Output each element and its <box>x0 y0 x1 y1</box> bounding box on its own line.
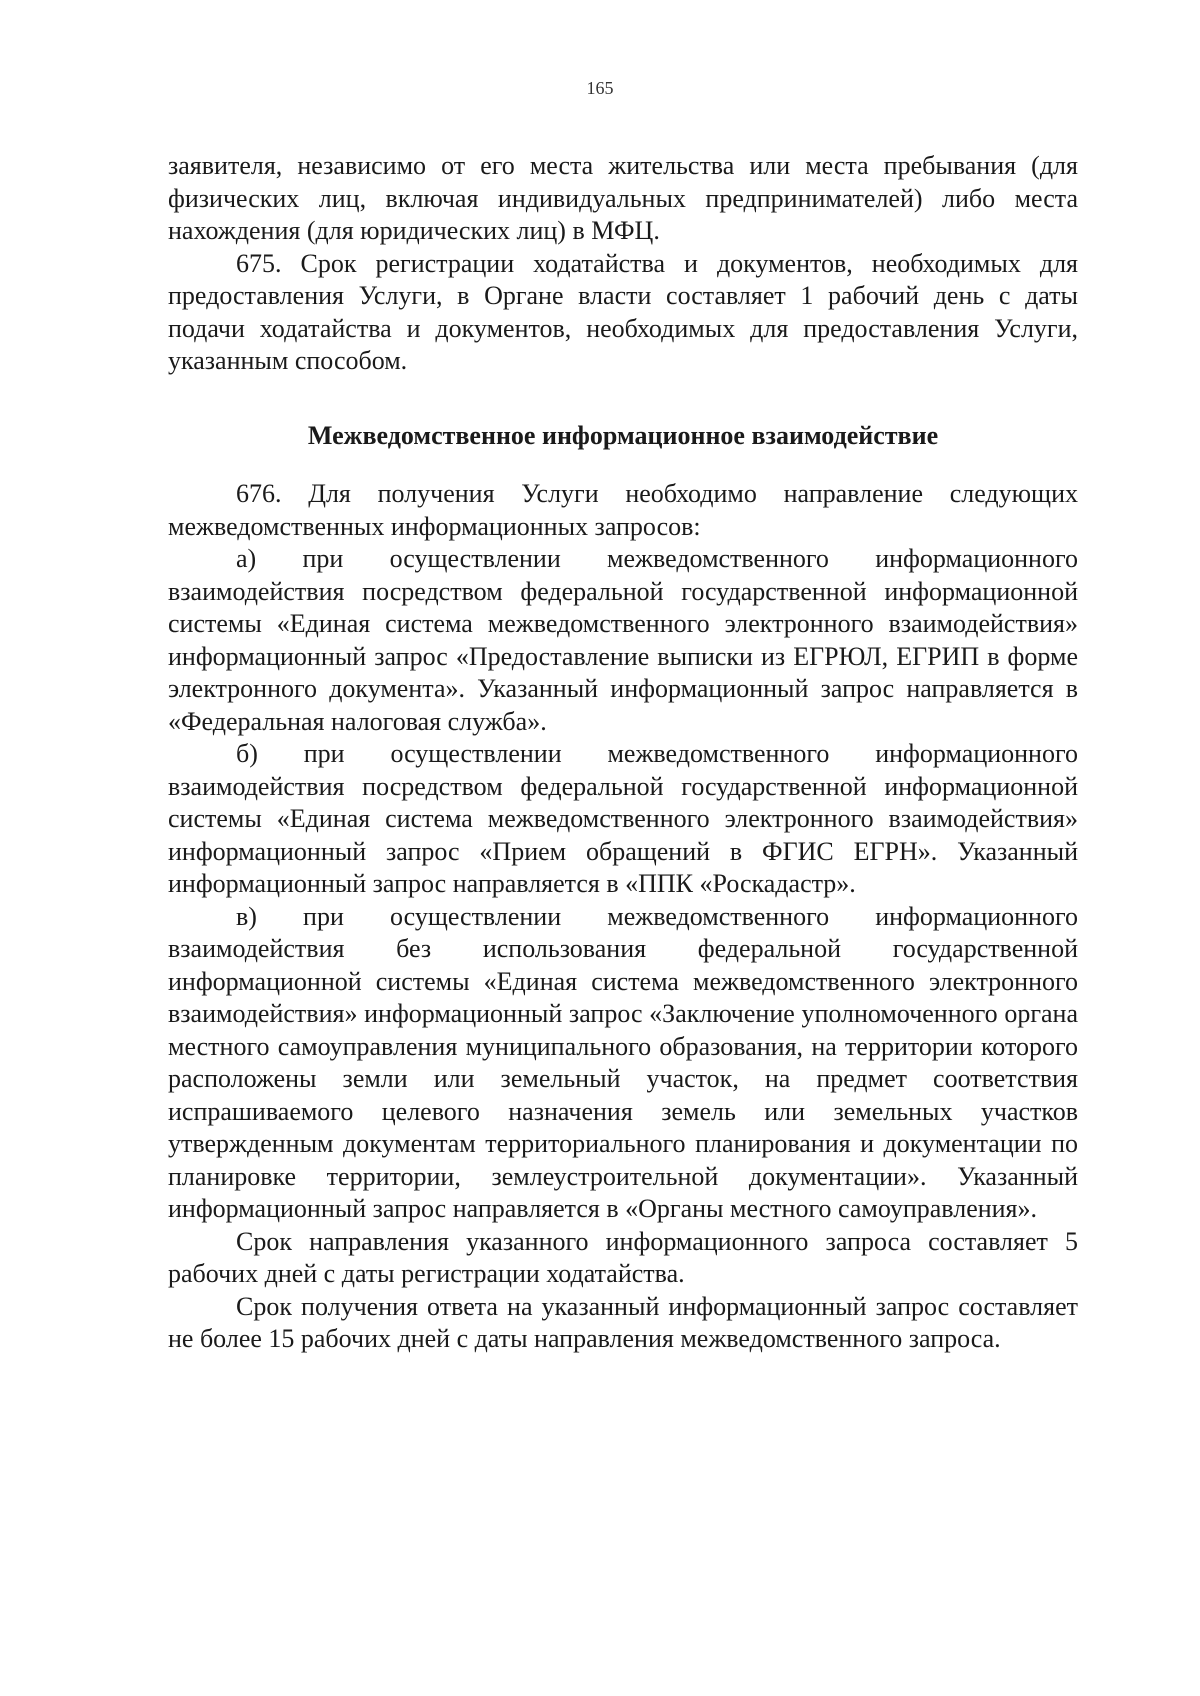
paragraph-item-b: б) при осуществлении межведомственного информационного взаимодействия посредством федеральной государственной информационной системы «Единая система межведомственного электронного взаимодействия» информационный запрос «Прием обращений в ФГИС ЕГРН». Указанный информационный запрос направляется в «ППК «Роскадастр». <box>168 739 1078 898</box>
paragraph-response-deadline: Срок получения ответа на указанный информационный запрос составляет не более 15 рабочих дней с даты направления межведомственного запроса. <box>168 1291 1078 1353</box>
paragraph-item-a: а) при осуществлении межведомственного информационного взаимодействия посредством федеральной государственной информационной системы «Единая система межведомственного электронного взаимодействия» информационный запрос «Предоставление выписки из ЕГРЮЛ, ЕГРИП в форме электронного документа». Указанный информационный запрос направляется в «Федеральная налоговая служба». <box>168 544 1078 736</box>
paragraph-continuation: заявителя, независимо от его места жительства или места пребывания (для физических лиц, включая индивидуальных предпринимателей) либо места нахождения (для юридических лиц) в МФЦ. <box>168 151 1078 245</box>
paragraph-675: 675. Срок регистрации ходатайства и документов, необходимых для предоставления Услуги, в Органе власти составляет 1 рабочий день с даты подачи ходатайства и документов, необходимых для предоставления Услуги, указанным способом. <box>168 248 1078 375</box>
document-body <box>168 150 1078 1356</box>
page-number: 165 <box>586 78 614 98</box>
paragraph-676: 676. Для получения Услуги необходимо направление следующих межведомственных информационных запросов: <box>168 479 1078 541</box>
paragraph-request-deadline: Срок направления указанного информационного запроса составляет 5 рабочих дней с даты регистрации ходатайства. <box>168 1226 1078 1288</box>
section-heading: Межведомственное информационное взаимодействие <box>307 420 939 450</box>
paragraph-item-v: в) при осуществлении межведомственного информационного взаимодействия без использования федеральной государственной информационной системы «Единая система межведомственного электронного взаимодействия» информационный запрос «Заключение уполномоченного органа местного самоуправления муниципального образования, на территории которого расположены земли или земельный участок, на предмет соответствия испрашиваемого целевого назначения земель или земельных участков утвержденным документам территориального планирования и документации по планировке территории, землеустроительной документации». Указанный информационный запрос направляется в «Органы местного самоуправления». <box>168 901 1078 1223</box>
